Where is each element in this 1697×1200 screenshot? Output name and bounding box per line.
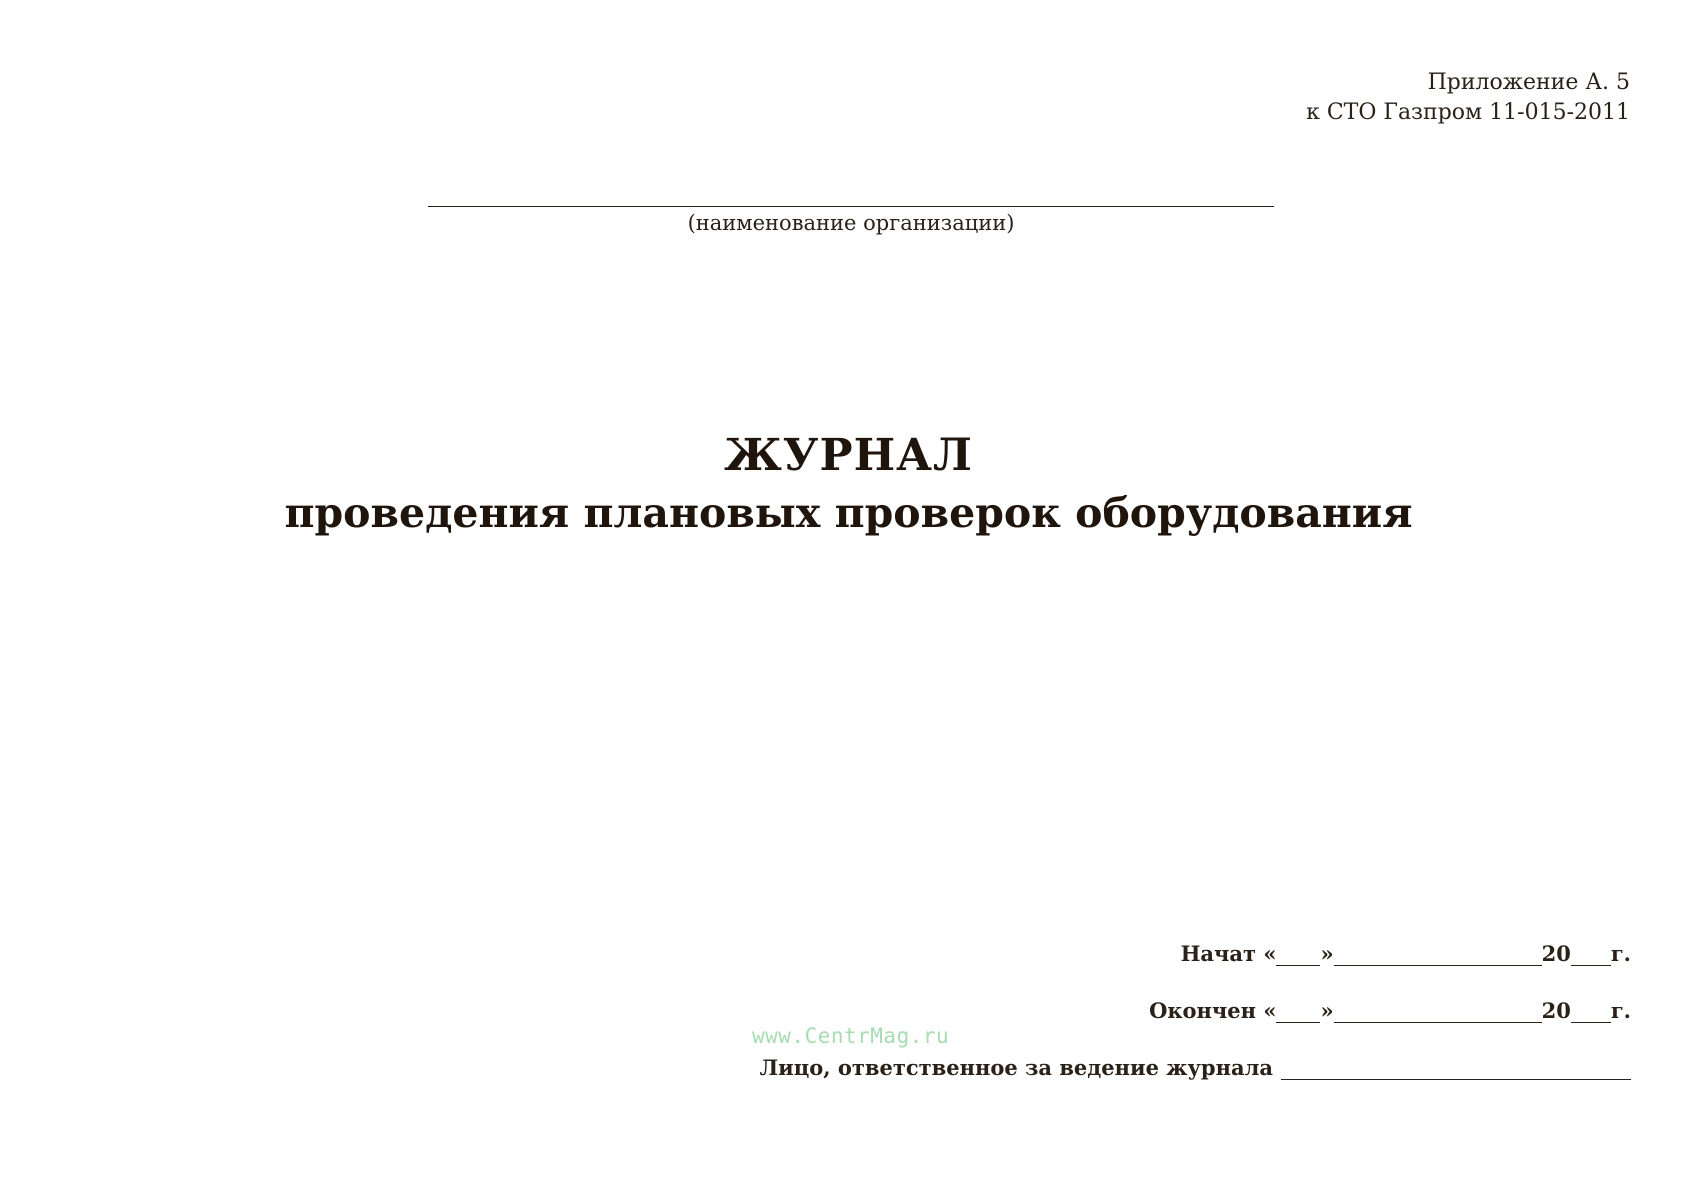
responsible-label: Лицо, ответственное за ведение журнала [759, 1055, 1273, 1080]
end-day-blank [1276, 998, 1320, 1023]
end-year-blank [1571, 998, 1611, 1023]
end-month-blank [1334, 998, 1542, 1023]
responsible-person-blank [1281, 1055, 1631, 1080]
year-suffix: г. [1610, 941, 1631, 966]
year-suffix: г. [1610, 998, 1631, 1023]
year-prefix: 20 [1541, 941, 1571, 966]
appendix-reference [1306, 68, 1630, 128]
organization-name-line [428, 176, 1274, 207]
title-line-2: проведения плановых проверок оборудования [284, 489, 1413, 537]
start-month-blank [1334, 941, 1542, 966]
ended-row [760, 992, 1631, 1023]
year-prefix: 20 [1541, 998, 1571, 1023]
responsible-row [760, 1049, 1631, 1080]
appendix-line-2: к СТО Газпром 11-015-2011 [1306, 100, 1630, 125]
close-quote: » [1320, 941, 1334, 966]
title-line-1: ЖУРНАЛ [724, 430, 973, 481]
organization-block [428, 176, 1274, 235]
start-day-blank [1276, 941, 1320, 966]
close-quote: » [1320, 998, 1334, 1023]
journal-fields [760, 935, 1631, 1080]
started-row [760, 935, 1631, 966]
ended-label: Окончен [1149, 998, 1257, 1023]
open-quote: « [1263, 941, 1277, 966]
open-quote: « [1263, 998, 1277, 1023]
document-title [0, 428, 1697, 542]
appendix-line-1: Приложение А. 5 [1427, 70, 1630, 95]
watermark-text: www.CentrMag.ru [752, 1024, 950, 1048]
started-label: Начат [1180, 941, 1257, 966]
organization-caption: (наименование организации) [687, 211, 1015, 235]
start-year-blank [1571, 941, 1611, 966]
